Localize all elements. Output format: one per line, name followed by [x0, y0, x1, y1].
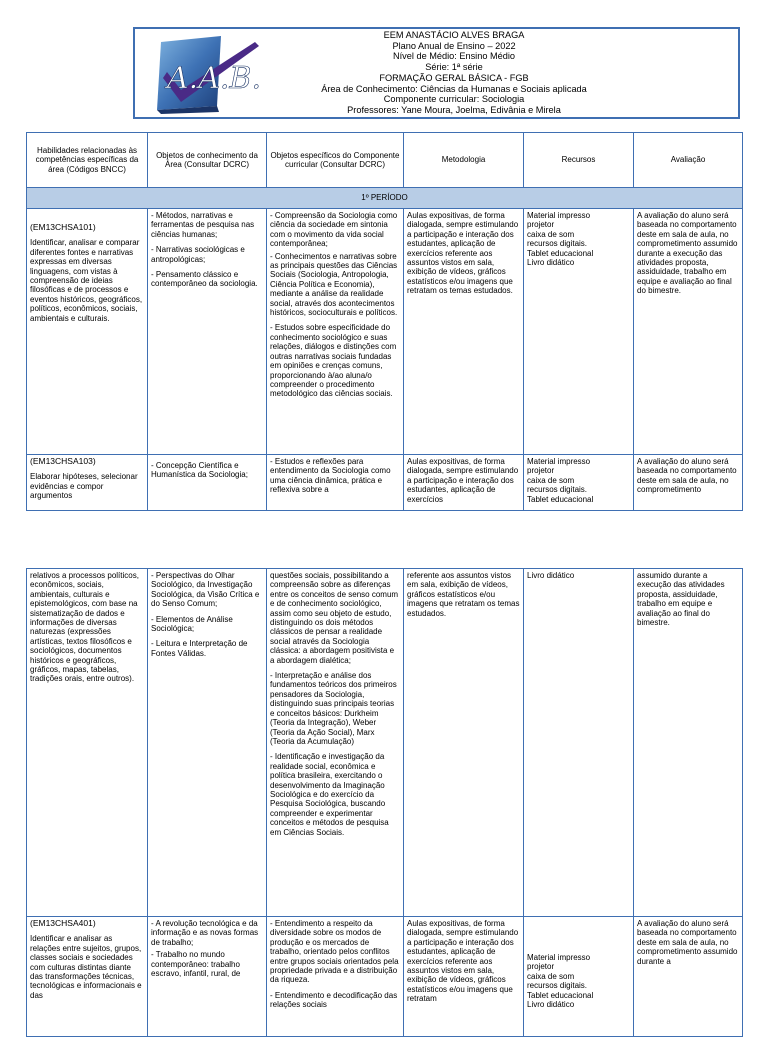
- resource-item: Livro didático: [527, 1000, 575, 1010]
- objects-cell: [148, 209, 267, 455]
- method-cell: referente aos assuntos vistos em sala, exibição de vídeos, gráficos estatísticos e/ou imagens que retratam os temas estudados.: [404, 569, 524, 917]
- skill-text: Identificar e analisar as relações entre sujeitos, grupos, classes sociais e sociedades com culturas distintas diante das transformações técnicas, tecnológicas e informacionais e das: [30, 934, 142, 1000]
- method-text: Aulas expositivas, de forma dialogada, sempre estimulando a participação e interação dos estudantes, aplicação de exercícios referente aos assuntos vistos em sala, exibição de vídeos, gráficos estatísticos e/ou imagens que retratam: [407, 919, 519, 1004]
- resource-item: projetor: [527, 466, 555, 476]
- resources-cell: [524, 209, 634, 455]
- formation-line: FORMAÇÃO GERAL BÁSICA - FGB: [379, 72, 529, 83]
- resource-item: caixa de som: [527, 971, 575, 981]
- object-item: - Métodos, narrativas e ferramentas de pesquisa nas ciências humanas;: [151, 211, 255, 239]
- evaluation-cell: assumido durante a execução das atividades proposta, assiduidade, trabalho em equipe e avaliação ao final do bimestre.: [634, 569, 743, 917]
- resource-item: projetor: [527, 962, 555, 972]
- resource-item: recursos digitais.: [527, 981, 588, 991]
- teachers-line: Professores: Yane Moura, Joelma, Edivânia e Mirela: [347, 104, 561, 115]
- period-row: [27, 188, 743, 209]
- page-gap: [0, 512, 768, 568]
- specific-cell: [267, 209, 404, 455]
- table-row: [27, 569, 743, 917]
- area-line: Área de Conhecimento: Ciências da Humanas e Sociais aplicada: [321, 83, 587, 94]
- skill-code: (EM13CHSA101): [30, 222, 96, 232]
- specific-item: - Compreensão da Sociologia como ciência da sociedade em sintonia com o movimento da vida social contemporânea;: [270, 211, 398, 249]
- evaluation-cell: A avaliação do aluno será baseada no comportamento deste em sala de aula, no comprometimento: [634, 455, 743, 511]
- column-header: Objetos específicos do Componente curricular (Consultar DCRC): [267, 133, 404, 188]
- column-header: Habilidades relacionadas às competências específicas da área (Códigos BNCC): [27, 133, 148, 188]
- skill-cell: [27, 455, 148, 511]
- plan-title: Plano Anual de Ensino – 2022: [392, 40, 516, 51]
- method-cell: Aulas expositivas, de forma dialogada, sempre estimulando a participação e interação dos estudantes, aplicação de exercícios referente aos assuntos vistos em sala, exibição de vídeos, gráficos estatísticos e/ou imagens que retratam os temas estudados.: [404, 209, 524, 455]
- period-label: 1º PERÍODO: [27, 188, 743, 209]
- object-item: - Trabalho no mundo contemporâneo: trabalho escravo, infantil, rural, de: [151, 950, 241, 979]
- specific-item: - Entendimento e decodificação das relações sociais: [270, 990, 398, 1010]
- resource-item: recursos digitais.: [527, 485, 588, 495]
- header-text: [265, 30, 643, 116]
- plan-table: [26, 132, 743, 511]
- specific-item: - Interpretação e análise dos fundamentos teóricos dos primeiros pensadores da Sociologia, distinguindo suas principais teorias e conceitos básicos: Durkheim (Teoria da Integração), Weber (Teoria da Ação Social), Marx (Teoria da Acumulação): [270, 671, 397, 746]
- resources-cell: [524, 455, 634, 511]
- plan-table-continued: [26, 568, 743, 1037]
- object-item: - Perspectivas do Olhar Sociológico, da Investigação Sociológica, da Visão Crítica e do Senso Comum;: [151, 571, 260, 609]
- method-cell: [404, 917, 524, 1037]
- resource-item: Tablet educacional: [527, 990, 594, 1000]
- resource-item: caixa de som: [527, 475, 575, 485]
- resource-item: recursos digitais.: [527, 239, 588, 249]
- evaluation-cell: A avaliação do aluno será baseada no comportamento deste em sala de aula, no comprometimento assumido durante a execução das atividades proposta, assiduidade, trabalho em equipe e avaliação ao final do bimestre.: [634, 209, 743, 455]
- table-row: [27, 917, 743, 1037]
- document-page-2: [0, 568, 768, 1024]
- column-header: Recursos: [524, 133, 634, 188]
- object-item: - Narrativas sociológicas e antropológicas;: [151, 245, 245, 264]
- skill-code: (EM13CHSA401): [30, 918, 96, 928]
- object-item: - Leitura e Interpretação de Fontes Válidas.: [151, 639, 248, 658]
- object-item: - Elementos de Análise Sociológica;: [151, 614, 233, 634]
- table-row: [27, 209, 743, 455]
- specific-item: - Estudos sobre especificidade do conhecimento sociológico e suas relações, diálogos e distinções com outras narrativas sociais fundadas em opiniões e crenças comuns, proporcionando à/ao aluna/o compreender o procedimento metodológico das ciências sociais.: [270, 323, 397, 399]
- school-logo-icon: [147, 32, 265, 114]
- object-item: - A revolução tecnológica e da informação e as novas formas de trabalho;: [151, 919, 259, 947]
- resource-item: projetor: [527, 220, 555, 230]
- specific-item: - Conhecimentos e narrativas sobre as principais questões das Ciências Sociais (Sociologia, Antropologia, Ciência Política e Economia), mediante a análise da realidade social, através dos acontecimentos históricos, socioculturais e políticos.: [270, 251, 398, 318]
- objects-cell: [148, 455, 267, 511]
- object-item: - Pensamento clássico e contemporâneo da sociologia.: [151, 270, 258, 289]
- resource-item: Livro didático: [527, 258, 575, 268]
- evaluation-text: A avaliação do aluno será baseada no comportamento deste em sala de aula, no comprometimento assumido durante a: [637, 919, 738, 966]
- evaluation-cell: [634, 917, 743, 1037]
- document-page-1: [0, 0, 768, 512]
- column-header: Metodologia: [404, 133, 524, 188]
- table-header-row: [27, 133, 743, 188]
- skill-text: Elaborar hipóteses, selecionar evidências e compor argumentos: [30, 472, 138, 501]
- column-header: Avaliação: [634, 133, 743, 188]
- skill-cell: [27, 209, 148, 455]
- column-header: Objetos de conhecimento da Área (Consultar DCRC): [148, 133, 267, 188]
- resource-item: Material impresso: [527, 457, 591, 466]
- resources-cell: Livro didático: [524, 569, 634, 917]
- resource-item: Tablet educacional: [527, 248, 594, 258]
- specific-item: questões sociais, possibilitando a compreensão sobre as diferenças entre os conceitos de senso comum e de conhecimento sociológico, assim como seu objeto de estudo, distinguindo os dois métodos clássicos de pensar a realidade social através da Sociologia clássica: a abordagem positivista e a abordagem dialética;: [270, 571, 399, 665]
- resource-item: Material impresso: [527, 953, 591, 962]
- svg-text:A.A.B.: A.A.B.: [167, 61, 261, 96]
- resource-item: caixa de som: [527, 229, 575, 239]
- specific-item: - Entendimento a respeito da diversidade sobre os modos de produção e os mercados de trabalho, orientado pelos conflitos entre grupos sociais orientados pela propriedade privada e a distribuição da riqueza.: [270, 919, 399, 985]
- skill-cell: [27, 917, 148, 1037]
- skill-code: (EM13CHSA103): [30, 456, 96, 466]
- component-line: Componente curricular: Sociologia: [383, 94, 525, 105]
- resource-item: Material impresso: [527, 211, 591, 220]
- specific-cell: - Estudos e reflexões para entendimento da Sociologia como uma ciência dinâmica, prática e reflexiva sobre a: [267, 455, 404, 511]
- specific-cell: [267, 917, 404, 1037]
- specific-item: - Identificação e investigação da realidade social, econômica e política brasileira, exercitando o desenvolvimento da Imaginação Sociológica e do exercício da Pesquisa Sociológica, buscando compreender e experimentar conceitos e métodos de pesquisa em Ciências Sociais.: [270, 752, 389, 837]
- objects-cell: [148, 917, 267, 1037]
- level-line: Nível de Médio: Ensino Médio: [392, 51, 516, 62]
- table-row: [27, 455, 743, 511]
- resources-cell: [524, 917, 634, 1037]
- object-item: - Concepção Científica e Humanística da Sociologia;: [151, 461, 248, 480]
- skill-cell: relativos a processos políticos, econômicos, sociais, ambientais, culturais e epistemológicos, com base na sistematização de dados e informações de diversas naturezas (expressões artísticas, textos filosóficos e sociológicos, documentos históricos e geográficos, gráficos, mapas, tabelas, tradições orais, entre outros).: [27, 569, 148, 917]
- grade-line: Série: 1ª série: [425, 62, 483, 73]
- objects-cell: [148, 569, 267, 917]
- school-name: EEM ANASTÁCIO ALVES BRAGA: [383, 30, 525, 40]
- header-box: [133, 27, 740, 119]
- specific-cell: [267, 569, 404, 917]
- skill-text: Identificar, analisar e comparar diferentes fontes e narrativas expressas em diversas linguagens, com vistas à compreensão de ideias filosóficas e de processos e eventos históricos, geográficos, políticos, econômicos, sociais, ambientais e culturais.: [30, 238, 143, 323]
- resource-item: Tablet educacional: [527, 494, 594, 504]
- method-cell: Aulas expositivas, de forma dialogada, sempre estimulando a participação e interação dos estudantes, aplicação de exercícios: [404, 455, 524, 511]
